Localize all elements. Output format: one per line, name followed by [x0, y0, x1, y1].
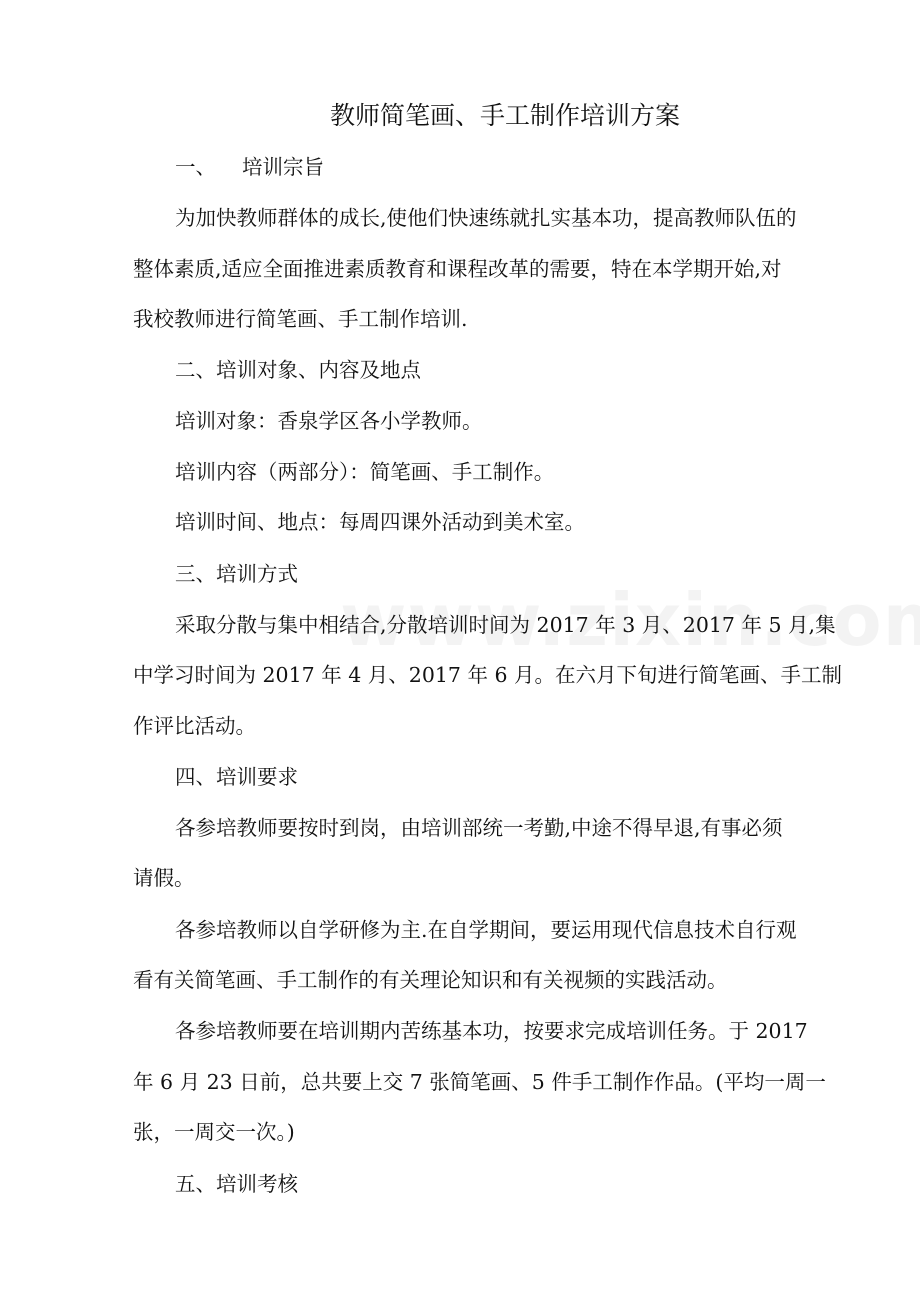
section1-paragraph-line: 我校教师进行简笔画、手工制作培训. — [133, 307, 468, 331]
training-time-place: 培训时间、地点：每周四课外活动到美术室。 — [175, 510, 585, 534]
training-content: 培训内容（两部分）：简笔画、手工制作。 — [175, 460, 555, 484]
requirement-submission-line: 张，一周交一次。) — [133, 1120, 295, 1144]
section4-heading: 四、培训要求 — [175, 765, 298, 789]
document-title: 教师简笔画、手工制作培训方案 — [329, 101, 680, 130]
section1-paragraph-line: 整体素质,适应全面推进素质教育和课程改革的需要，特在本学期开始,对 — [133, 257, 782, 281]
section1-number: 一、 — [175, 155, 216, 179]
requirement-submission-line: 年 6 月 23 日前，总共要上交 7 张简笔画、5 件手工制作作品。(平均一周一 — [133, 1070, 826, 1094]
section1-heading-text: 培训宗旨 — [242, 155, 324, 179]
section1-heading — [175, 147, 324, 187]
requirement-self-study-line: 各参培教师以自学研修为主.在自学期间，要运用现代信息技术自行观 — [175, 918, 797, 942]
requirement-attendance-line: 请假。 — [133, 866, 195, 890]
requirement-submission-line: 各参培教师要在培训期内苦练基本功，按要求完成培训任务。于 2017 — [175, 1019, 808, 1043]
training-target: 培训对象：香泉学区各小学教师。 — [175, 409, 483, 433]
section2-heading: 二、培训对象、内容及地点 — [175, 358, 421, 382]
section1-paragraph-line: 为加快教师群体的成长,使他们快速练就扎实基本功，提高教师队伍的 — [175, 206, 797, 230]
requirement-attendance-line: 各参培教师要按时到岗，由培训部统一考勤,中途不得早退,有事必须 — [175, 816, 783, 840]
section3-paragraph-line: 中学习时间为 2017 年 4 月、2017 年 6 月。在六月下旬进行简笔画、手工制 — [133, 663, 843, 687]
requirement-self-study-line: 看有关简笔画、手工制作的有关理论知识和有关视频的实践活动。 — [133, 968, 728, 992]
section3-paragraph-line: 采取分散与集中相结合,分散培训时间为 2017 年 3 月、2017 年 5 月,集 — [175, 613, 836, 637]
section5-heading: 五、培训考核 — [175, 1172, 298, 1196]
section3-paragraph-line: 作评比活动。 — [133, 714, 256, 738]
section3-heading: 三、培训方式 — [175, 562, 298, 586]
